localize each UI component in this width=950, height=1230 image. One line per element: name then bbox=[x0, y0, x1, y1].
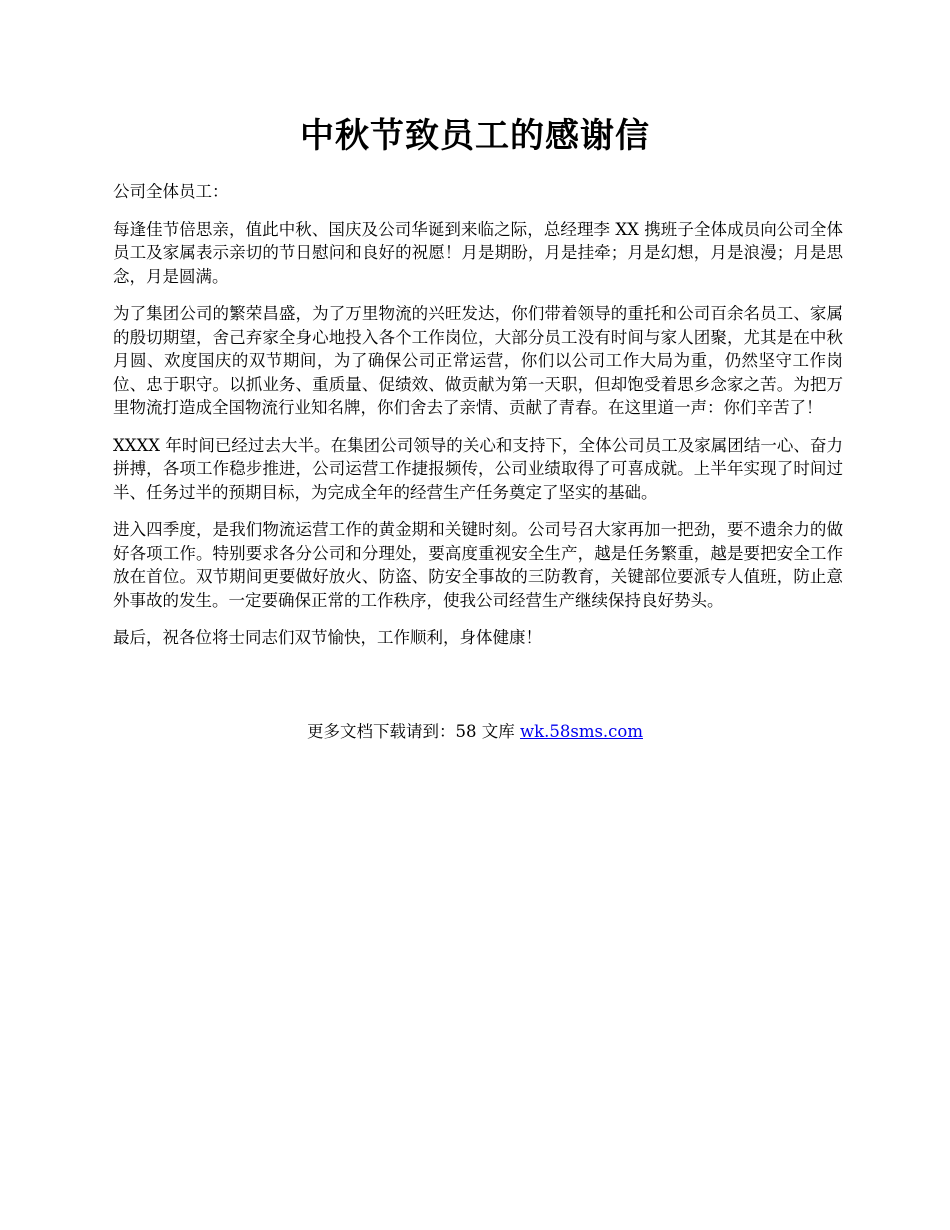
letter-body bbox=[113, 180, 843, 664]
footer-prefix: 更多文档下载请到：58 文库 bbox=[306, 722, 520, 741]
download-link[interactable]: wk.58sms.com bbox=[519, 722, 643, 741]
paragraph-3: XXXX 年时间已经过去大半。在集团公司领导的关心和支持下，全体公司员工及家属团结一心、奋力拼搏，各项工作稳步推进，公司运营工作捷报频传，公司业绩取得了可喜成就。上半年实现了时间过半、任务过半的预期目标，为完成全年的经营生产任务奠定了坚实的基础。 bbox=[113, 435, 843, 502]
paragraph-4: 进入四季度，是我们物流运营工作的黄金期和关键时刻。公司号召大家再加一把劲，要不遗余力的做好各项工作。特别要求各分公司和分理处，要高度重视安全生产，越是任务繁重，越是要把安全工作放在首位。双节期间更要做好放火、防盗、防安全事故的三防教育，关键部位要派专人值班，防止意外事故的发生。一定要确保正常的工作秩序，使我公司经营生产继续保持良好势头。 bbox=[113, 520, 843, 610]
paragraph-5: 最后，祝各位将士同志们双节愉快，工作顺利，身体健康！ bbox=[113, 628, 542, 647]
paragraph-1: 每逢佳节倍思亲，值此中秋、国庆及公司华诞到来临之际，总经理李 XX 携班子全体成员向公司全体员工及家属表示亲切的节日慰问和良好的祝愿！月是期盼，月是挂牵；月是幻想，月是浪漫；月是思念，月是圆满。 bbox=[113, 219, 843, 286]
download-footer bbox=[0, 720, 950, 744]
paragraph-2: 为了集团公司的繁荣昌盛，为了万里物流的兴旺发达，你们带着领导的重托和公司百余名员工、家属的殷切期望，舍己弃家全身心地投入各个工作岗位，大部分员工没有时间与家人团聚，尤其是在中秋月圆、欢度国庆的双节期间，为了确保公司正常运营，你们以公司工作大局为重，仍然坚守工作岗位、忠于职守。以抓业务、重质量、促绩效、做贡献为第一天职，但却饱受着思乡念家之苦。为把万里物流打造成全国物流行业知名牌，你们舍去了亲情、贡献了青春。在这里道一声：你们辛苦了！ bbox=[113, 304, 843, 417]
salutation: 公司全体员工： bbox=[113, 182, 229, 201]
document-title: 中秋节致员工的感谢信 bbox=[300, 116, 650, 156]
